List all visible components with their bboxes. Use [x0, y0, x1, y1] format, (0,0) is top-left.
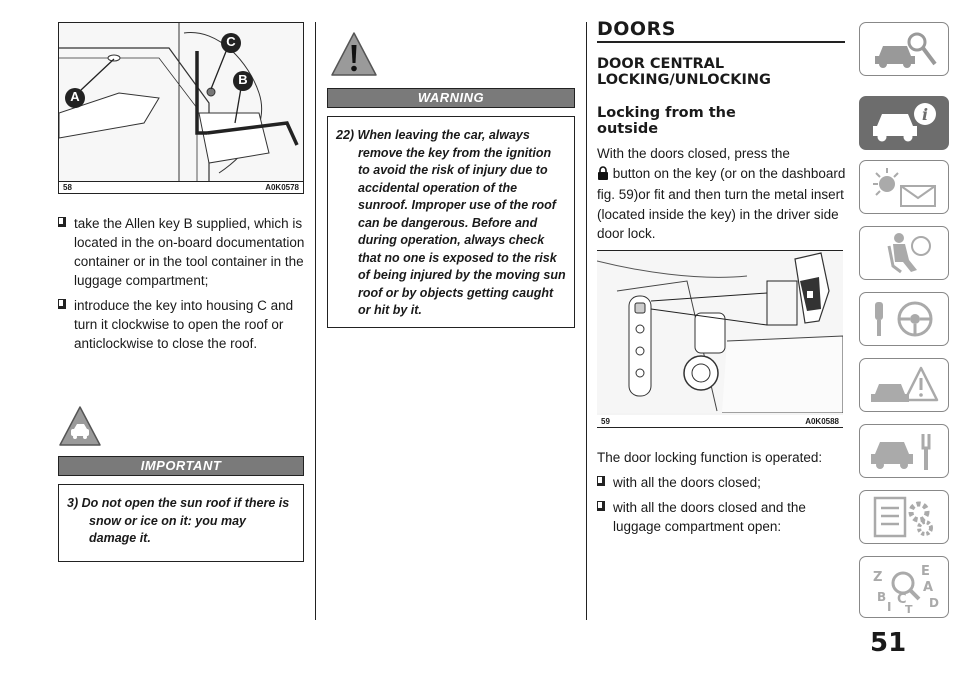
svg-text:i: i: [921, 105, 929, 124]
alphabetical-index-icon: [865, 560, 943, 614]
car-emergency-icon: [865, 362, 943, 408]
key-steering-wheel-icon: [865, 296, 943, 342]
svg-text:D: D: [929, 596, 939, 610]
left-bullet-list: [58, 214, 308, 359]
figure-code: A0K0588: [805, 416, 839, 426]
section-title-rule: [597, 41, 845, 43]
callout-a: A: [70, 89, 80, 104]
tab-alphabetical-index[interactable]: [859, 556, 949, 618]
svg-text:B: B: [877, 590, 887, 604]
lock-icon: [597, 166, 609, 186]
right-bullet-list: [597, 473, 847, 542]
sunroof-illustration: [59, 23, 303, 181]
warning-text: 22) When leaving the car, always remove the key from the ignition to avoid the risk of injury due to accidental operation of the sunroof. Improper use of the roof can be dangerous. Before and during operation, always check that no one is exposed to the risk of being injured by the moving sun roof or by objects getting caught or hit by it.: [336, 128, 566, 317]
warning-box: [327, 116, 575, 328]
svg-text:A: A: [923, 580, 934, 595]
seat-airbag-icon: [865, 230, 943, 276]
column-divider: [315, 22, 316, 620]
tab-maintenance[interactable]: [859, 424, 949, 478]
figure-59: [597, 250, 843, 428]
svg-text:I: I: [887, 600, 892, 614]
subsection-title: DOOR CENTRAL LOCKING/UNLOCKING: [597, 56, 771, 88]
tab-car-info[interactable]: [859, 96, 949, 150]
section-title: DOORS: [597, 18, 676, 40]
tab-starting-driving[interactable]: [859, 292, 949, 346]
important-box: [58, 484, 304, 562]
car-search-icon: [865, 26, 943, 72]
figure-number: 59: [601, 416, 610, 426]
list-item: with all the doors closed;: [597, 473, 847, 492]
car-maintenance-icon: [865, 428, 943, 474]
svg-text:C: C: [897, 592, 907, 607]
list-item: introduce the key into housing C and turn it clockwise to open the roof or anticlockwise to close the roof.: [58, 296, 308, 353]
intro-paragraph: With the doors closed, press the button on the key (or on the dashboard fig. 59)or fit and then turn the metal insert (located inside the key) in the driver side door lock.: [597, 146, 846, 241]
tab-car-search[interactable]: [859, 22, 949, 76]
car-info-icon: [865, 100, 943, 146]
list-item: take the Allen key B supplied, which is located in the on-board documentation container or in the tool container in the luggage compartment;: [58, 214, 308, 290]
list-item: with all the doors closed and the luggage compartment open:: [597, 498, 847, 536]
tab-warning-lights[interactable]: [859, 160, 949, 214]
tab-technical-data[interactable]: [859, 490, 949, 544]
warning-icon: [329, 30, 379, 85]
subsubsection-title: Locking from the outside: [597, 105, 736, 137]
figure-number: 58: [63, 183, 72, 192]
tab-safety[interactable]: [859, 226, 949, 280]
tab-emergency[interactable]: [859, 358, 949, 412]
svg-text:Z: Z: [873, 570, 883, 585]
important-text: 3) Do not open the sun roof if there is snow or ice on it: you may damage it.: [67, 496, 290, 545]
warning-header: WARNING: [327, 88, 575, 108]
callout-b: B: [238, 72, 248, 87]
page-number: 51: [870, 628, 907, 658]
callout-c: C: [226, 34, 236, 49]
figure-58: [58, 22, 304, 194]
svg-text:E: E: [921, 564, 930, 579]
dashboard-key-illustration: [597, 251, 843, 413]
column-divider: [586, 22, 587, 620]
operated-text: The door locking function is operated:: [597, 450, 823, 465]
svg-text:T: T: [905, 603, 913, 614]
warning-lights-icon: [865, 164, 943, 210]
figure-code: A0K0578: [265, 183, 299, 192]
important-header: IMPORTANT: [58, 456, 304, 476]
important-icon: [58, 405, 102, 454]
specs-gear-icon: [865, 494, 943, 540]
